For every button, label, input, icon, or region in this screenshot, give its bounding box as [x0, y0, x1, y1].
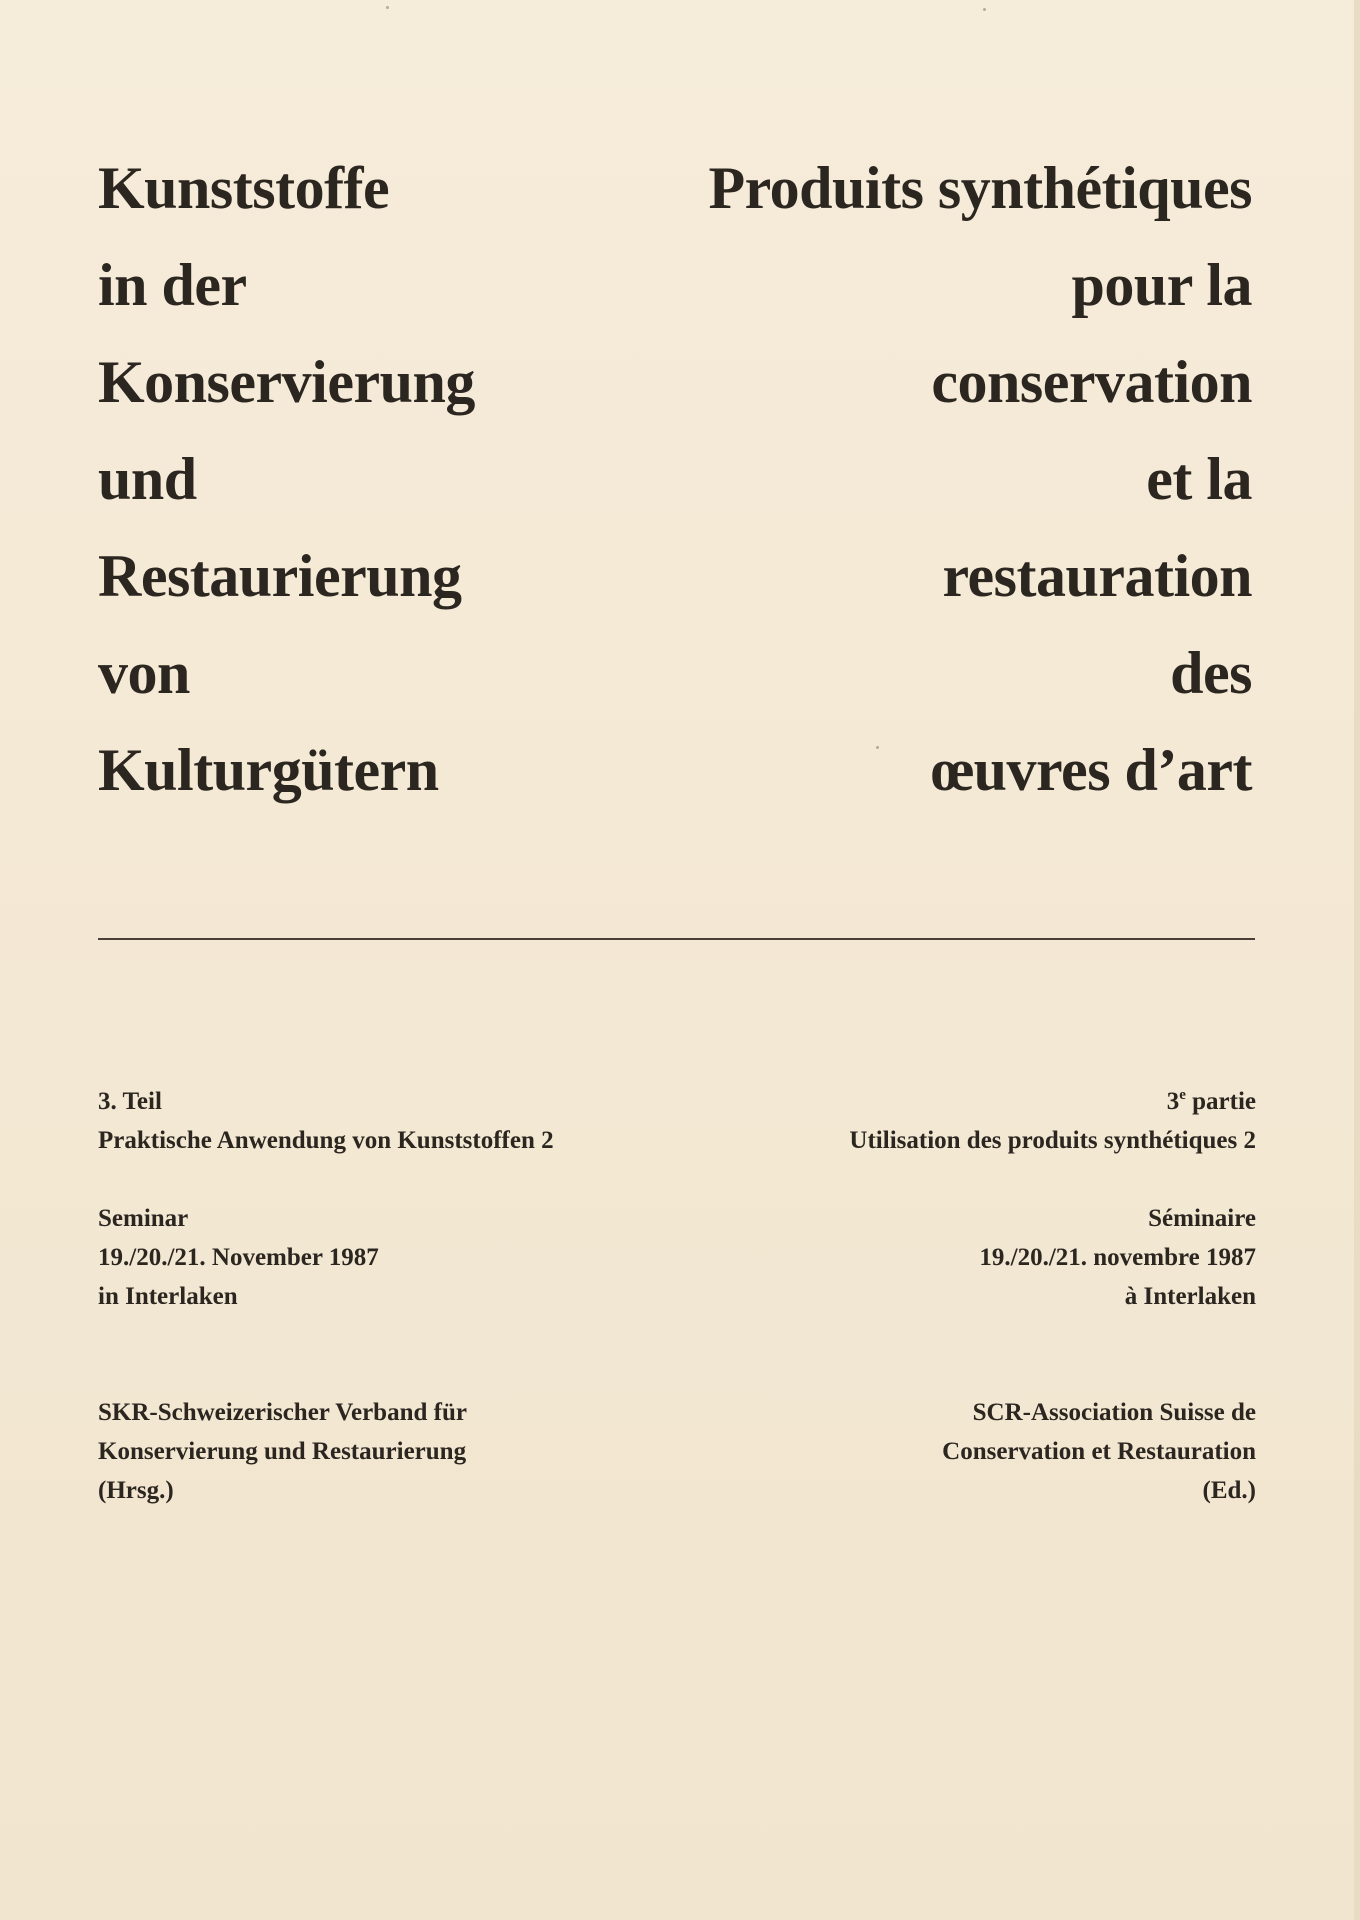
german-seminar-label: Seminar [98, 1205, 189, 1232]
german-part-number: 3. Teil [98, 1088, 162, 1115]
german-title-line: in der [98, 252, 247, 318]
french-part-subtitle: Utilisation des produits synthétiques 2 [849, 1127, 1256, 1154]
french-seminar-label: Séminaire [1148, 1205, 1256, 1232]
german-title-line: und [98, 446, 197, 512]
french-title [632, 140, 1252, 819]
french-publisher-role: (Ed.) [1202, 1477, 1256, 1504]
german-publisher-line2: Konservierung und Restaurierung [98, 1438, 467, 1465]
french-title-line: œuvres d’art [930, 737, 1252, 803]
french-title-line: conservation [931, 349, 1252, 415]
german-title-line: Restaurierung [98, 543, 462, 609]
horizontal-divider [98, 938, 1255, 940]
french-publisher-line2: Conservation et Restauration [942, 1438, 1256, 1465]
french-publisher-info [696, 1393, 1256, 1510]
german-publisher-line1: SKR-Schweizerischer Verband für [98, 1399, 467, 1426]
french-title-line: et la [1146, 446, 1252, 512]
french-seminar-info [696, 1199, 1256, 1316]
german-title [98, 140, 698, 819]
german-part-info [98, 1082, 658, 1160]
french-title-line: Produits synthétiques [708, 155, 1252, 221]
german-publisher-info [98, 1393, 658, 1510]
german-title-line: Kunststoffe [98, 155, 390, 221]
french-publisher-line1: SCR-Association Suisse de [972, 1399, 1256, 1426]
french-title-line: restauration [942, 543, 1252, 609]
french-seminar-dates: 19./20./21. novembre 1987 [979, 1244, 1256, 1271]
french-seminar-place: à Interlaken [1124, 1283, 1256, 1310]
french-part-number: 3e partie [1166, 1087, 1256, 1115]
french-part-info [696, 1082, 1256, 1160]
german-seminar-place: in Interlaken [98, 1283, 238, 1310]
german-publisher-role: (Hrsg.) [98, 1477, 174, 1504]
german-title-line: Konservierung [98, 349, 475, 415]
french-title-line: pour la [1071, 252, 1252, 318]
french-part-superscript: e [1179, 1087, 1186, 1103]
paper-speck [386, 6, 389, 9]
german-title-line: Kulturgütern [98, 737, 439, 803]
german-seminar-info [98, 1199, 658, 1316]
paper-speck [983, 8, 986, 11]
german-title-line: von [98, 640, 190, 706]
french-title-line: des [1170, 640, 1252, 706]
german-part-subtitle: Praktische Anwendung von Kunststoffen 2 [98, 1127, 554, 1154]
german-seminar-dates: 19./20./21. November 1987 [98, 1244, 379, 1271]
